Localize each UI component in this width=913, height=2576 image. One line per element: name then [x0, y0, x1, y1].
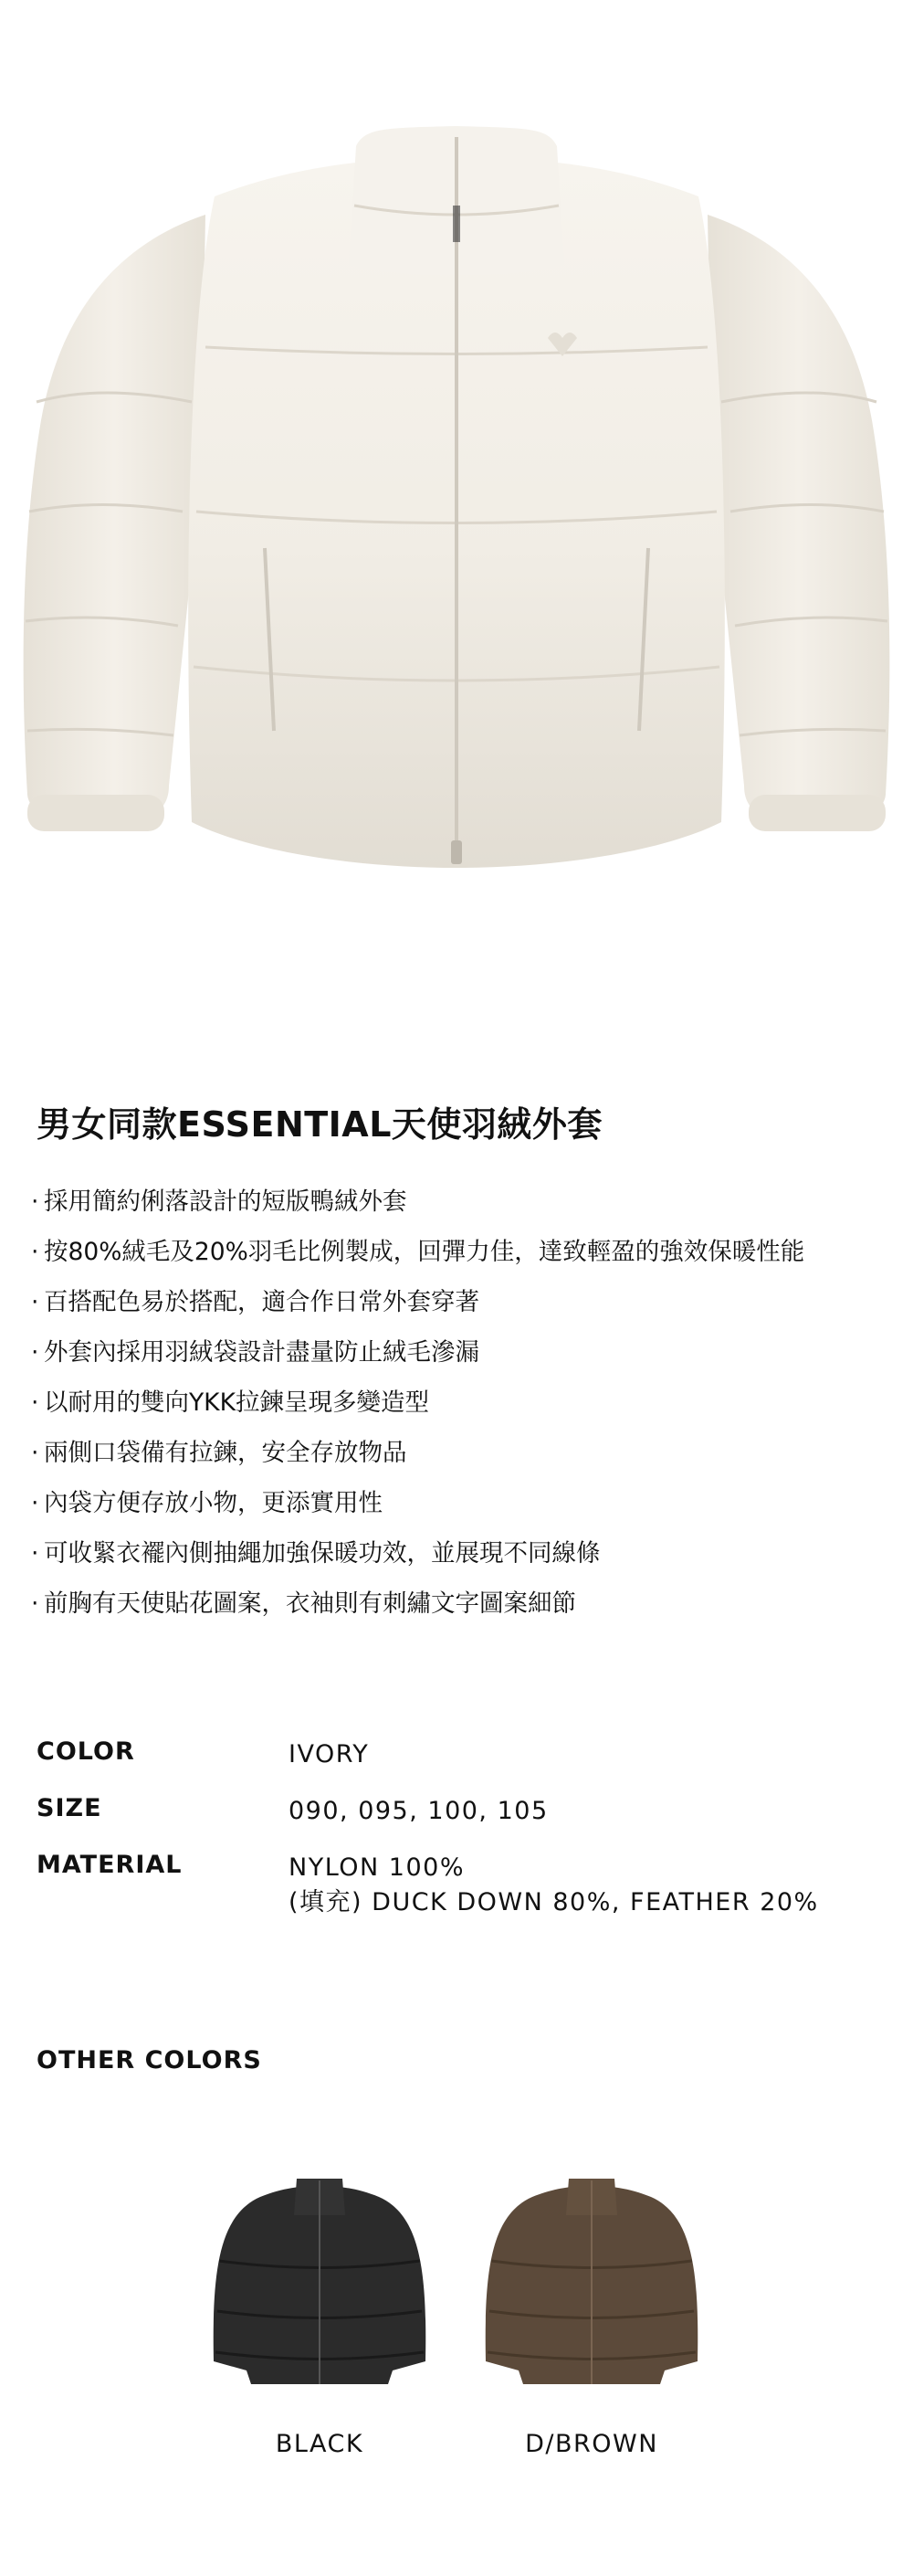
- swatch-label-black[interactable]: BLACK: [275, 2430, 364, 2458]
- feature-item: · 兩側口袋備有拉鍊，安全存放物品: [31, 1439, 407, 1467]
- spec-value: NYLON 100%: [289, 1853, 465, 1882]
- spec-label: COLOR: [37, 1737, 135, 1766]
- feature-item: · 內袋方便存放小物，更添實用性: [31, 1489, 383, 1517]
- spec-value: (填充) DUCK DOWN 80%, FEATHER 20%: [289, 1888, 819, 1916]
- feature-item: · 按80%絨毛及20%羽毛比例製成，回彈力佳，達致輕盈的強效保暖性能: [31, 1238, 805, 1266]
- feature-item: · 採用簡約俐落設計的短版鴨絨外套: [31, 1188, 407, 1216]
- spec-label: SIZE: [37, 1794, 102, 1822]
- other-colors-title: OTHER COLORS: [37, 2046, 262, 2075]
- spec-value: 090, 095, 100, 105: [289, 1797, 549, 1825]
- spec-label: MATERIAL: [37, 1851, 183, 1879]
- spec-row-color: [37, 1737, 876, 1772]
- feature-item: · 可收緊衣襬內側抽繩加強保暖功效，並展現不同線條: [31, 1539, 601, 1568]
- product-main-image: [0, 0, 913, 913]
- product-title: 男女同款ESSENTIAL天使羽絨外套: [37, 1104, 603, 1145]
- swatch-label-dbrown[interactable]: D/BROWN: [525, 2430, 658, 2458]
- color-swatch-black[interactable]: [210, 2160, 429, 2389]
- feature-list: [31, 1177, 889, 1629]
- spec-table: [37, 1737, 876, 1942]
- feature-item: · 外套內採用羽絨袋設計盡量防止絨毛滲漏: [31, 1338, 479, 1367]
- spec-row-size: [37, 1794, 876, 1829]
- feature-item: · 以耐用的雙向YKK拉鍊呈現多變造型: [31, 1388, 429, 1417]
- spec-row-material: [37, 1851, 876, 1920]
- spec-value: IVORY: [289, 1740, 370, 1768]
- feature-item: · 百搭配色易於搭配，適合作日常外套穿著: [31, 1288, 479, 1316]
- feature-item: · 前胸有天使貼花圖案，衣袖則有刺繡文字圖案細節: [31, 1589, 576, 1618]
- color-swatch-dbrown[interactable]: [482, 2160, 701, 2389]
